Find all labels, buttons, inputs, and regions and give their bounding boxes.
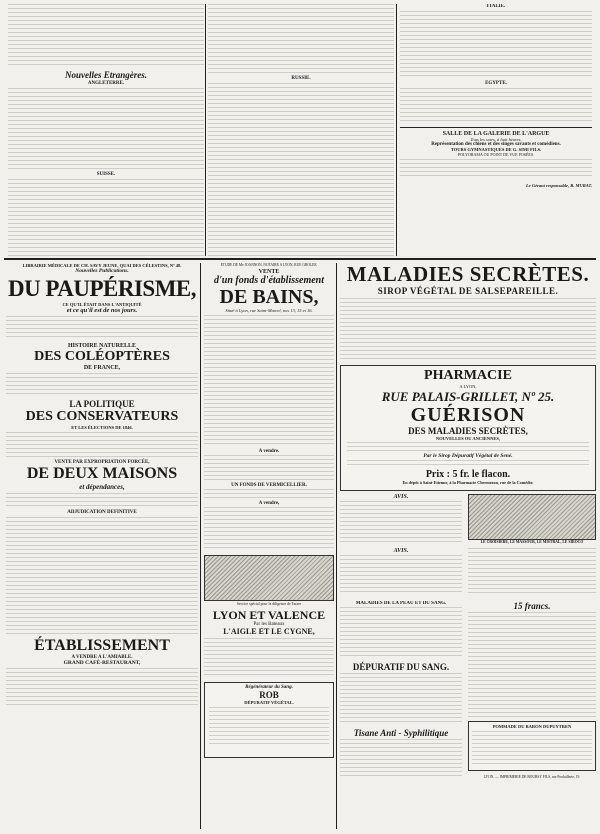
text-block — [209, 707, 329, 747]
pharmacie-title: PHARMACIE — [424, 368, 512, 383]
pharmacie-box — [340, 365, 596, 491]
text-block — [6, 517, 198, 635]
a-vendre-label-2: A vendre, — [258, 501, 280, 506]
nouvelles-anciennes: NOUVELLES OU ANCIENNES, — [435, 436, 501, 441]
right-column — [340, 263, 596, 829]
francs-title: 15 francs. — [513, 601, 551, 611]
text-block — [340, 739, 462, 777]
sirop-depuratif: Par le Sirop Dépuratif Végétal de Sené. — [423, 453, 513, 459]
avis-right — [468, 494, 596, 598]
sirop-vegetal: SIROP VÉGÉTAL DE SALSEPAREILLE. — [377, 286, 559, 296]
steamboat-illustration — [468, 494, 596, 540]
text-block — [208, 4, 394, 74]
text-block — [340, 555, 462, 595]
peau-column — [340, 601, 462, 791]
text-block — [8, 4, 204, 66]
bains-address: Situé à Lyon, rue Saint-Marcel, nos 13, 15 et 16. — [225, 308, 313, 313]
rue-palais-grillet: RUE PALAIS-GRILLET, Nº 25. — [381, 389, 555, 404]
column-divider — [200, 263, 201, 829]
top-column-1 — [8, 4, 204, 260]
tisane-title: Tisane Anti - Syphilitique — [353, 728, 449, 738]
imprimerie-footer: LYON. — IMPRIMERIE DE BOURSY FILS, rue Poulaillerie, 19. — [483, 775, 581, 779]
vente-expropriation: VENTE PAR EXPROPRIATION FORCÉE, — [54, 460, 150, 465]
title-histoire: HISTOIRE NATURELLE — [68, 343, 136, 349]
text-block — [6, 373, 198, 397]
text-block — [8, 179, 204, 259]
top-column-2 — [208, 4, 394, 260]
salle-line: POLYORAMA OU POINT DE VUE POSÉES. — [457, 152, 535, 157]
title-deux-maisons: DE DEUX MAISONS — [26, 465, 178, 482]
fonds-vermicellier: UN FONDS DE VERMICELLIER. — [231, 483, 307, 488]
text-block — [204, 455, 334, 481]
text-block — [204, 489, 334, 499]
title-pauperisme-sub: CE QU'IL ÉTAIT DANS L'ANTIQUITÉ — [62, 302, 142, 307]
section-heading-russie: RUSSIE. — [291, 76, 311, 81]
rob-label: ROB — [259, 690, 279, 700]
a-lyon: A LYON, — [459, 384, 477, 389]
title-coleopteres-sub: DE FRANCE, — [83, 365, 121, 371]
text-block — [347, 442, 589, 452]
etude-header: ÉTUDE DE Me JOANNON, NOTAIRE A LYON, RUE GROLÉE. — [220, 263, 318, 267]
pommade-title: POMMADE DU BARON DUPUYTREN — [492, 724, 572, 729]
section-heading-suisse: SUISSE. — [96, 172, 116, 177]
salle-line: TOURS GYMNASTIQUES DE G. SIMI FILS. — [450, 147, 542, 152]
text-block — [6, 432, 198, 458]
deux-maisons-sub: et dépendances, — [79, 483, 125, 491]
title-bains: DE BAINS, — [219, 286, 319, 308]
regenerateur-box — [204, 682, 334, 758]
librairie-column — [6, 263, 198, 829]
bains-pre: d'un fonds d'établissement — [213, 275, 324, 286]
text-block — [400, 159, 592, 179]
middle-column — [204, 263, 334, 829]
avis-left — [340, 494, 462, 598]
text-block — [204, 507, 334, 551]
news-heading: Nouvelles Etrangères. — [65, 70, 147, 80]
text-block — [347, 460, 589, 468]
librairie-header: LIBRAIRIE MÉDICALE DE CH. SAVY JEUNE, QUAI DES CÉLESTINS, Nº 48. — [22, 263, 182, 268]
guerison-title: GUÉRISON — [410, 404, 526, 426]
text-block — [6, 668, 198, 708]
section-heading-egypte: EGYPTE. — [485, 81, 507, 86]
text-block — [8, 88, 204, 170]
section-heading-italie: ITALIE. — [486, 4, 506, 9]
etablissement-sub: A VENDRE A L'AMIABLE. — [71, 655, 133, 660]
adjudication: ADJUDICATION DEFINITIVE — [67, 510, 137, 515]
aigle-cygne: L'AIGLE ET LE CYGNE, — [223, 627, 315, 636]
avis-heading: AVIS. — [393, 494, 409, 500]
text-block — [6, 493, 198, 509]
depuratif-title: DÉPURATIF DU SANG. — [352, 662, 450, 672]
column-divider — [396, 4, 397, 256]
salle-title: SALLE DE LA GALERIE DE L'ARGUE — [442, 131, 550, 137]
peau-title: MALADIES DE LA PEAU ET DU SANG. — [355, 601, 447, 606]
francs-column — [468, 601, 596, 791]
regenerateur-title: Régénérateur du Sang. — [245, 685, 293, 690]
prix-flacon: Prix : 5 fr. le flacon. — [425, 469, 511, 480]
croisiere-caption: LE CROISIERE, LE MASSOUR, LE MISTRAL, LE SIROCO — [480, 540, 584, 544]
tarare-caption: Service spécial pour la diligence de Tarare — [236, 602, 302, 606]
title-politique: LA POLITIQUE — [69, 399, 135, 409]
title-etablissement: ÉTABLISSEMENT — [34, 637, 170, 654]
depuratif-label: DÉPURATIF VÉGÉTAL. — [244, 700, 294, 705]
section-divider — [4, 258, 596, 260]
top-column-3 — [400, 4, 592, 260]
des-maladies: DES MALADIES SECRÈTES, — [408, 426, 528, 436]
title-coleopteres: DES COLÉOPTÈRES — [34, 349, 170, 364]
salle-line: Représentation des chiens et des singes savants et comédiens. — [431, 142, 561, 147]
text-block — [340, 673, 462, 725]
text-block — [400, 11, 592, 79]
text-block — [204, 638, 334, 678]
title-conservateurs: DES CONSERVATEURS — [25, 409, 179, 424]
title-pauperisme: DU PAUPÉRISME, — [7, 276, 197, 301]
nouvelles-publications: Nouvelles Publications. — [75, 268, 129, 274]
salle-line: Tous les soirs, à huit heures, — [470, 137, 522, 142]
text-block — [6, 316, 198, 340]
text-block — [208, 83, 394, 259]
gerant-signature: Le Gérant responsable, B. MURAT. — [526, 183, 592, 188]
section-heading-angleterre: ANGLETERRE. — [87, 81, 125, 86]
title-lyon-valence: LYON ET VALENCE — [212, 608, 326, 622]
text-block — [340, 607, 462, 659]
column-divider — [336, 263, 337, 829]
divider — [400, 127, 592, 128]
text-block — [400, 88, 592, 124]
text-block — [468, 548, 596, 596]
diligence-illustration — [204, 555, 334, 601]
text-block — [340, 298, 596, 362]
a-vendre-label: A vendre. — [258, 449, 280, 454]
par-bateaux: Par les Bateaux — [253, 622, 285, 627]
pommade-box — [468, 721, 596, 771]
text-block — [340, 501, 462, 545]
text-block — [472, 731, 592, 765]
text-block — [468, 612, 596, 718]
vente-label: VENTE — [258, 269, 280, 275]
avis-row — [340, 494, 596, 598]
depot-saint-etienne: En dépôt à Saint-Etienne, à la Pharmacie Chermezon, rue de la Comédie. — [402, 480, 534, 485]
bottom-right-row — [340, 601, 596, 791]
avis-heading-2: AVIS. — [393, 548, 409, 554]
text-block — [204, 315, 334, 447]
title-maladies-secretes: MALADIES SECRÈTES. — [346, 263, 590, 286]
column-divider — [205, 4, 206, 256]
title-pauperisme-sub2: et ce qu'il est de nos jours. — [66, 307, 138, 314]
title-conservateurs-sub: ET LES ÉLECTIONS DE 1846. — [71, 425, 133, 430]
etablissement-sub2: GRAND CAFÉ-RESTAURANT, — [63, 660, 141, 666]
